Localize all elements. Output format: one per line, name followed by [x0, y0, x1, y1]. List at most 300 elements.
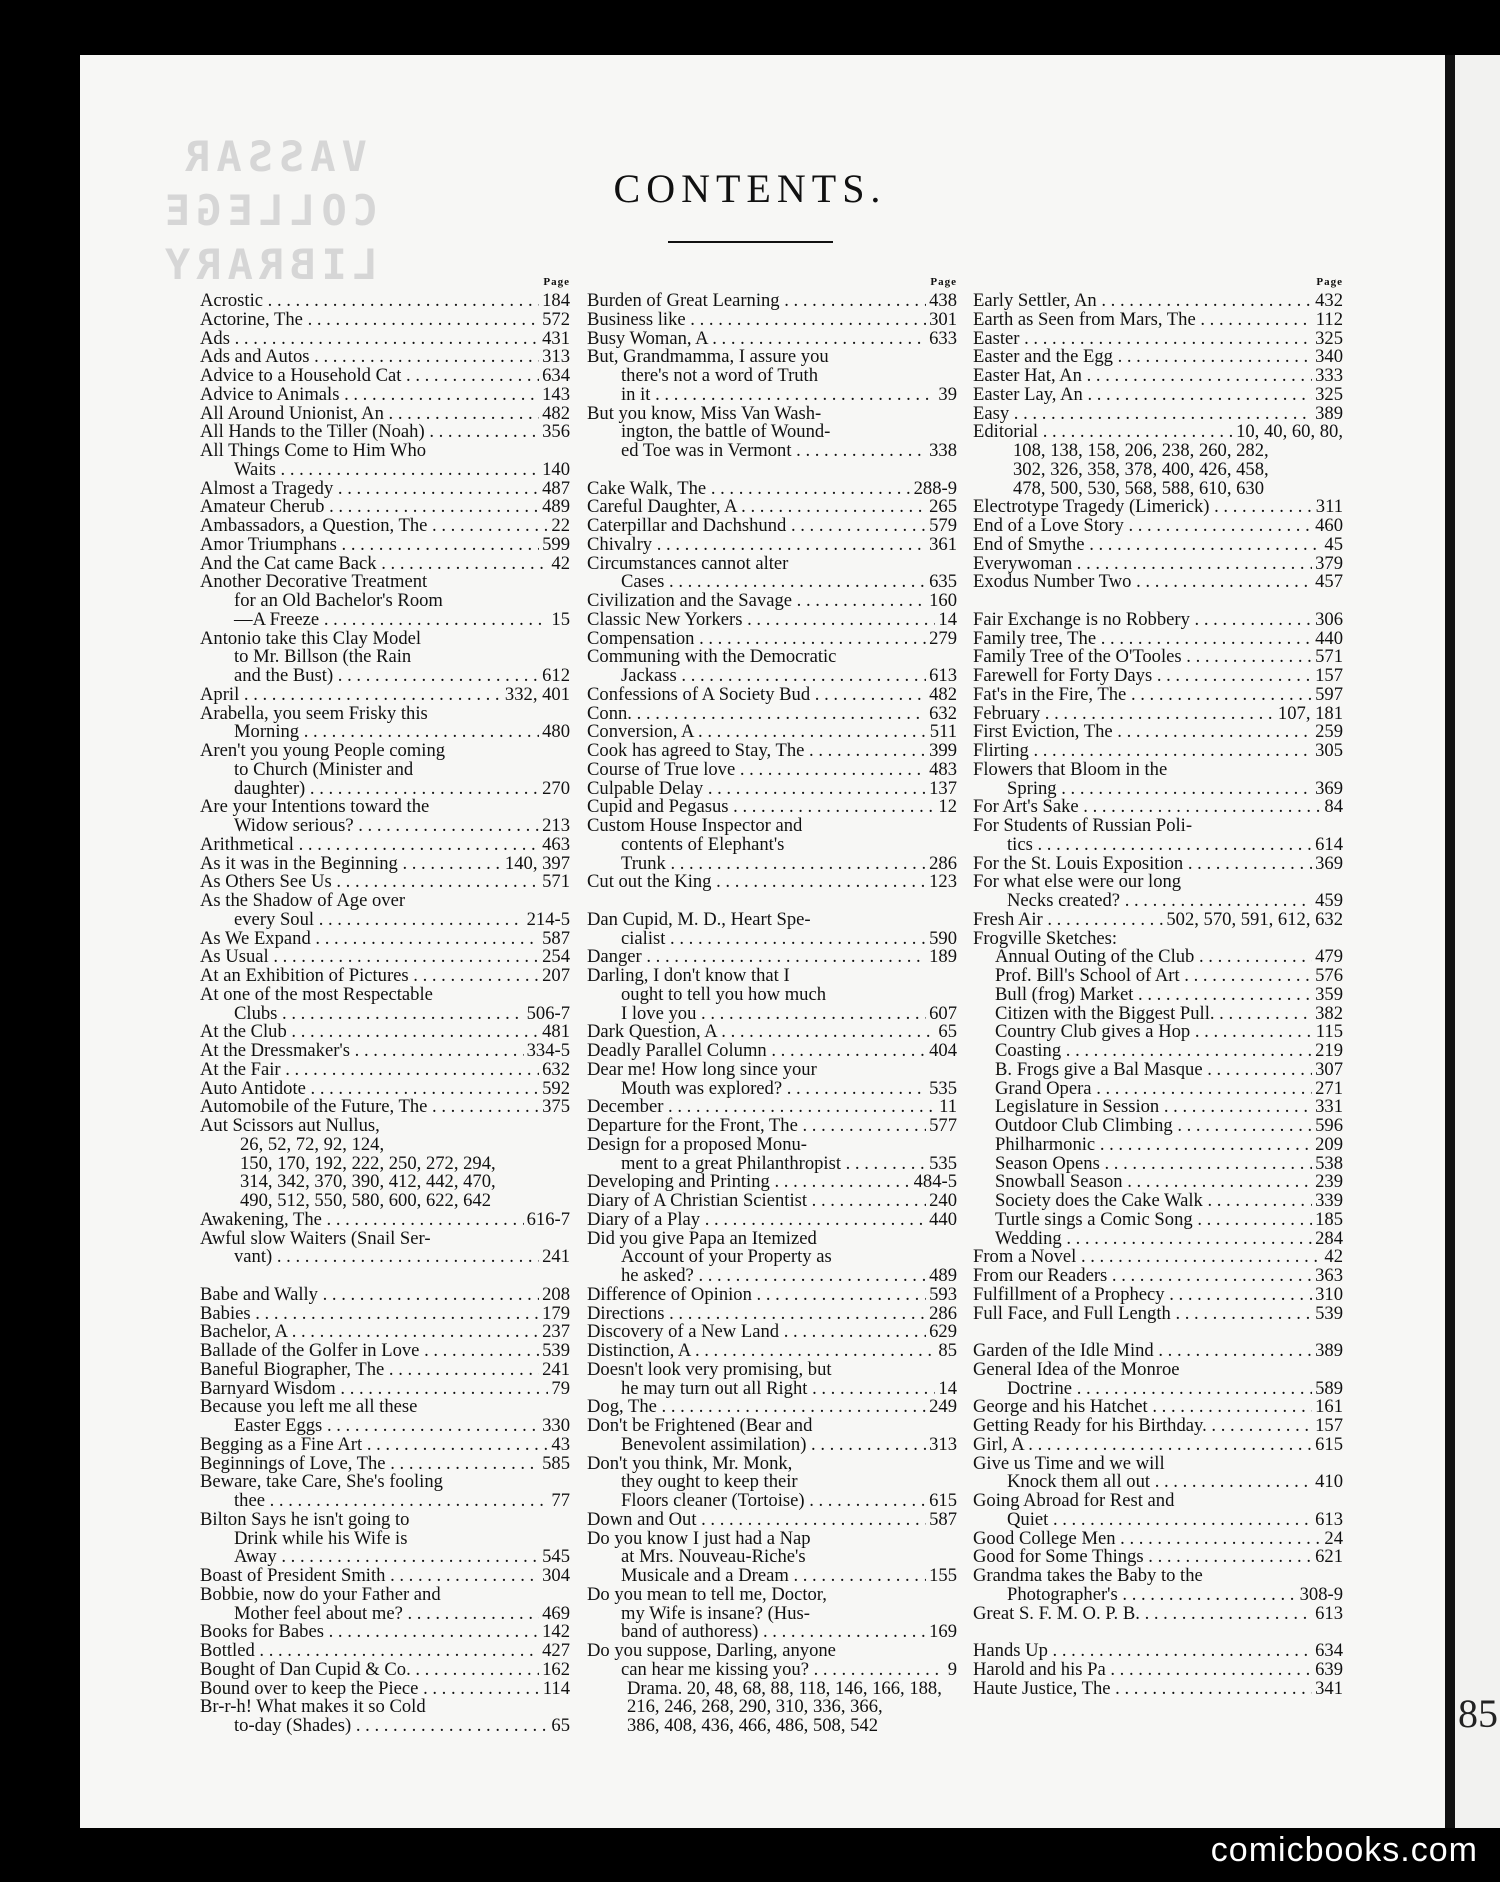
entry-title: Necks created? . . . — [973, 892, 1312, 911]
contents-entry — [587, 1342, 957, 1361]
entry-page-number: 288-9 — [913, 477, 957, 499]
entry-title: Antonio take this Clay Model — [200, 627, 422, 649]
entry-title: Do you mean to tell me, Doctor, — [587, 1583, 827, 1605]
contents-entry — [973, 683, 1343, 705]
entry-page-number: 155 — [929, 1565, 957, 1586]
entry-page-number: 440 — [1315, 627, 1343, 649]
entry-page-number: 369 — [1315, 852, 1343, 874]
entry-title: Dear me! How long since your — [587, 1058, 817, 1080]
contents-entry — [587, 1023, 957, 1042]
entry-page-number: 427 — [542, 1640, 570, 1661]
entry-title: Custom House Inspector and — [587, 815, 803, 836]
contents-entry — [973, 1283, 1343, 1305]
entry-title: Mouth was explored? . . . — [587, 1080, 926, 1099]
entry-title: Business like . . . — [587, 311, 926, 330]
contents-entry — [973, 1358, 1343, 1380]
contents-entry — [973, 348, 1343, 367]
entry-page-number: 241 — [542, 1358, 570, 1380]
entry-title: General Idea of the Monroe — [973, 1358, 1180, 1380]
entry-page-number: 85 — [938, 1340, 957, 1361]
entry-page-number: 375 — [542, 1096, 570, 1118]
contents-entry — [587, 927, 957, 949]
contents-entry — [973, 758, 1343, 780]
entry-title: Bobbie, now do your Father and — [200, 1583, 441, 1605]
entry-page-number: 241 — [542, 1246, 570, 1268]
contents-entry — [973, 1398, 1343, 1417]
entry-title: Grandma takes the Baby to the — [973, 1565, 1203, 1586]
contents-entry — [973, 892, 1343, 911]
entry-page-number: 484-5 — [913, 1171, 957, 1193]
contents-entry — [973, 458, 1343, 480]
contents-entry — [200, 1133, 570, 1155]
entry-title: Account of your Property as — [621, 1246, 832, 1268]
entry-title: April . . . — [200, 686, 502, 705]
entry-page-number: 363 — [1315, 1265, 1343, 1286]
entry-page-number: 389 — [1315, 1340, 1343, 1361]
contents-entry — [200, 1117, 570, 1136]
entry-page-number: 22 — [551, 515, 570, 536]
entry-title: Easter . . . — [973, 330, 1312, 349]
contents-entry — [200, 892, 570, 911]
contents-entry — [587, 1002, 957, 1024]
contents-entry — [973, 833, 1343, 855]
edge-fragment: 85 — [1458, 1691, 1498, 1736]
stamp-line: VASSAR — [179, 132, 367, 181]
contents-entry — [200, 442, 570, 461]
contents-entry — [973, 873, 1343, 892]
entry-page-number: 438 — [929, 290, 957, 311]
watermark: comicbooks.com — [1210, 1831, 1478, 1869]
entry-title: Snowball Season . . . — [995, 1173, 1312, 1192]
contents-entry — [973, 1058, 1343, 1080]
contents-entry — [200, 1192, 570, 1211]
entry-page-number: 457 — [1315, 571, 1343, 593]
contents-entry — [973, 627, 1343, 649]
stamp-line: LIBRARY — [158, 240, 378, 289]
entry-title: Automobile of the Future, The . . . — [200, 1098, 539, 1117]
entry-title: Give us Time and we will — [973, 1452, 1165, 1474]
contents-entry — [200, 817, 570, 836]
entry-page-number: 207 — [542, 965, 570, 986]
entry-page-number: 615 — [1315, 1433, 1343, 1455]
entry-title: But, Grandmamma, I assure you — [587, 346, 829, 368]
entry-page-number: 270 — [542, 777, 570, 799]
contents-entry — [973, 573, 1343, 592]
contents-entry — [973, 1042, 1343, 1061]
contents-entry — [200, 1042, 570, 1061]
contents-entry — [973, 777, 1343, 799]
entry-title: Diary of a Play . . . — [587, 1211, 926, 1230]
contents-entry — [200, 1623, 570, 1642]
entry-title: Garden of the Idle Mind . . . — [973, 1342, 1312, 1361]
entry-title: Family Tree of the O'Tooles . . . — [973, 648, 1312, 667]
entry-title: Haute Justice, The . . . — [973, 1680, 1312, 1699]
entry-title: Dan Cupid, M. D., Heart Spe- — [587, 908, 811, 930]
entry-page-number: 325 — [1315, 327, 1343, 349]
entry-title: Almost a Tragedy . . . — [200, 480, 539, 499]
entry-title: Aren't you young People coming — [200, 740, 446, 761]
entry-page-number: 585 — [542, 1452, 570, 1474]
contents-entry — [587, 1433, 957, 1455]
entry-title: Philharmonic . . . — [995, 1136, 1312, 1155]
entry-title: Caterpillar and Dachshund . . . — [587, 517, 926, 536]
entry-title: Mother feel about me? . . . — [200, 1605, 539, 1624]
contents-entry — [973, 1267, 1343, 1286]
contents-entry — [200, 1302, 570, 1324]
entry-title: Baneful Biographer, The . . . — [200, 1361, 539, 1380]
contents-entry — [587, 1133, 957, 1155]
entry-title: Coasting . . . — [995, 1042, 1312, 1061]
contents-entry — [973, 477, 1343, 499]
entry-page-number: 431 — [542, 327, 570, 349]
entry-title: Fat's in the Fire, The . . . — [973, 686, 1312, 705]
entry-page-number: 535 — [929, 1077, 957, 1099]
entry-title: End of Smythe . . . — [973, 536, 1321, 555]
entry-title: At the Club . . . — [200, 1023, 539, 1042]
entry-title: Ballade of the Golfer in Love . . . — [200, 1342, 539, 1361]
entry-page-number: 286 — [929, 1302, 957, 1324]
contents-entry — [587, 1717, 957, 1736]
contents-entry — [587, 1042, 957, 1061]
entry-title: Begging as a Fine Art . . . — [200, 1436, 548, 1455]
entry-title: Floors cleaner (Tortoise) . . . — [587, 1492, 926, 1511]
contents-entry — [200, 967, 570, 986]
entry-page-number: 279 — [929, 627, 957, 649]
entry-title: Easter Hat, An . . . — [973, 367, 1312, 386]
entry-title: Cut out the King . . . — [587, 873, 926, 892]
entry-page-number: 240 — [929, 1190, 957, 1211]
contents-entry — [973, 1023, 1343, 1042]
contents-entry — [973, 1642, 1343, 1661]
entry-title: 150, 170, 192, 222, 250, 272, 294, — [240, 1152, 496, 1174]
entry-title: thee . . . — [200, 1492, 548, 1511]
entry-title: Electrotype Tragedy (Limerick) . . . — [973, 498, 1313, 517]
entry-title: Arithmetical . . . — [200, 836, 539, 855]
entry-title: Danger . . . — [587, 948, 926, 967]
contents-entry — [587, 1548, 957, 1567]
entry-page-number: 361 — [929, 533, 957, 555]
entry-title: As We Expand . . . — [200, 930, 539, 949]
entry-title: Compensation . . . — [587, 630, 926, 649]
contents-entry — [200, 592, 570, 611]
entry-page-number: 616-7 — [526, 1208, 570, 1230]
entry-title: Bull (frog) Market . . . — [995, 986, 1312, 1005]
entry-page-number: 209 — [1315, 1133, 1343, 1155]
contents-entry — [200, 1227, 570, 1249]
entry-page-number: 331 — [1315, 1096, 1343, 1118]
entry-title: Beware, take Care, She's fooling — [200, 1471, 443, 1493]
entry-page-number: 11 — [939, 1096, 957, 1118]
contents-column-3 — [973, 272, 1343, 1698]
entry-title: Easter Eggs . . . — [200, 1417, 539, 1436]
contents-entry — [200, 308, 570, 330]
section-gap — [587, 461, 957, 480]
entry-title: Full Face, and Full Length . . . — [973, 1305, 1312, 1324]
entry-title: Boast of President Smith . . . — [200, 1567, 539, 1586]
contents-entry — [973, 967, 1343, 986]
page-column-header: Page — [543, 276, 570, 288]
entry-page-number: 137 — [929, 777, 957, 799]
entry-page-number: 140 — [542, 458, 570, 480]
contents-entry — [200, 327, 570, 349]
contents-entry — [587, 1602, 957, 1624]
entry-title: Easter and the Egg . . . — [973, 348, 1312, 367]
contents-entry — [200, 383, 570, 405]
entry-page-number: 480 — [542, 721, 570, 743]
entry-title: Did you give Papa an Itemized — [587, 1227, 817, 1249]
entry-page-number: 333 — [1315, 365, 1343, 386]
entry-page-number: 545 — [542, 1546, 570, 1568]
contents-column-1 — [200, 272, 570, 1736]
contents-entry — [200, 948, 570, 967]
entry-page-number: 614 — [1315, 833, 1343, 855]
entry-page-number: 597 — [1315, 683, 1343, 705]
entry-title: Grand Opera . . . — [995, 1080, 1312, 1099]
contents-entry — [200, 1567, 570, 1586]
contents-entry — [200, 1642, 570, 1661]
entry-title: band of authoress) . . . — [587, 1623, 926, 1642]
entry-title: Are your Intentions toward the — [200, 796, 430, 818]
entry-title: Conn. . . . — [587, 705, 926, 724]
entry-title: Drink while his Wife is — [234, 1527, 408, 1549]
entry-page-number: 157 — [1315, 1415, 1343, 1436]
contents-entry — [973, 327, 1343, 349]
contents-entry — [200, 348, 570, 367]
contents-entry — [200, 1658, 570, 1680]
contents-entry — [973, 1302, 1343, 1324]
entry-title: Advice to Animals . . . — [200, 386, 539, 405]
entry-title: can hear me kissing you? . . . — [587, 1661, 945, 1680]
contents-entry — [973, 742, 1343, 761]
entry-page-number: 112 — [1315, 308, 1343, 330]
entry-title: As the Shadow of Age over — [200, 890, 406, 911]
entry-page-number: 615 — [929, 1490, 957, 1511]
entry-page-number: 633 — [929, 327, 957, 349]
entry-page-number: 15 — [551, 608, 570, 630]
entry-title: Ambassadors, a Question, The . . . — [200, 517, 548, 536]
entry-title: every Soul . . . — [200, 911, 524, 930]
contents-entry — [973, 667, 1343, 686]
contents-entry — [587, 723, 957, 742]
entry-title: Bound over to keep the Piece . . . — [200, 1680, 540, 1699]
entry-page-number: 587 — [542, 927, 570, 949]
entry-page-number: 325 — [1315, 383, 1343, 405]
entry-title: Beginnings of Love, The . . . — [200, 1455, 539, 1474]
entry-page-number: 359 — [1315, 983, 1343, 1005]
contents-entry — [973, 983, 1343, 1005]
entry-page-number: 639 — [1315, 1658, 1343, 1680]
entry-page-number: 334-5 — [526, 1040, 570, 1061]
contents-entry — [973, 533, 1343, 555]
entry-page-number: 382 — [1315, 1002, 1343, 1024]
entry-title: Earth as Seen from Mars, The . . . — [973, 311, 1313, 330]
entry-title: Jackass . . . — [587, 667, 926, 686]
entry-title: ought to tell you how much — [621, 983, 827, 1005]
entry-title: Diary of A Christian Scientist . . . — [587, 1192, 926, 1211]
contents-entry — [587, 533, 957, 555]
entry-title: All Things Come to Him Who — [200, 440, 427, 461]
contents-entry — [587, 1267, 957, 1286]
contents-entry — [200, 667, 570, 686]
entry-page-number: 539 — [542, 1340, 570, 1361]
contents-entry — [200, 648, 570, 667]
entry-page-number: 330 — [542, 1415, 570, 1436]
contents-entry — [200, 1248, 570, 1267]
entry-title: Babies . . . — [200, 1305, 539, 1324]
entry-title: Farewell for Forty Days . . . — [973, 667, 1312, 686]
contents-entry — [973, 1117, 1343, 1136]
contents-entry — [587, 1473, 957, 1492]
contents-entry — [587, 1208, 957, 1230]
contents-entry — [200, 458, 570, 480]
contents-entry — [973, 367, 1343, 386]
contents-entry — [200, 742, 570, 761]
contents-entry — [200, 702, 570, 724]
entry-title: Actorine, The . . . — [200, 311, 539, 330]
contents-entry — [200, 1398, 570, 1417]
contents-entry — [973, 1433, 1343, 1455]
contents-entry — [587, 477, 957, 499]
contents-entry — [973, 723, 1343, 742]
entry-title: Awakening, The . . . — [200, 1211, 524, 1230]
entry-title: Amateur Cherub . . . — [200, 498, 539, 517]
entry-title: Careful Daughter, A . . . — [587, 498, 926, 517]
entry-page-number: 184 — [542, 290, 570, 311]
entry-title: At the Dressmaker's . . . — [200, 1042, 524, 1061]
entry-title: February . . . — [973, 705, 1275, 724]
entry-title: Good College Men . . . — [973, 1530, 1321, 1549]
contents-entry — [587, 852, 957, 874]
entry-page-number: 214-5 — [526, 908, 570, 930]
entry-page-number: 635 — [929, 571, 957, 593]
entry-title: From our Readers . . . — [973, 1267, 1312, 1286]
entry-title: ed Toe was in Vermont . . . — [587, 442, 926, 461]
entry-title: Fulfillment of a Prophecy . . . — [973, 1286, 1312, 1305]
entry-title: Widow serious? . . . — [200, 817, 539, 836]
entry-page-number: 14 — [938, 608, 957, 630]
contents-entry — [973, 1133, 1343, 1155]
entry-title: Flowers that Bloom in the — [973, 758, 1168, 780]
entry-page-number: 341 — [1315, 1677, 1343, 1699]
entry-title: Babe and Wally . . . — [200, 1286, 539, 1305]
entry-page-number: 259 — [1315, 721, 1343, 743]
entry-title: Confessions of A Society Bud . . . — [587, 686, 926, 705]
contents-entry — [200, 1417, 570, 1436]
contents-entry — [973, 1077, 1343, 1099]
entry-title: Cupid and Pegasus . . . — [587, 798, 935, 817]
contents-entry — [973, 1208, 1343, 1230]
entry-title: contents of Elephant's — [621, 833, 785, 855]
contents-entry — [973, 1152, 1343, 1174]
entry-page-number: 313 — [542, 346, 570, 368]
entry-title: Don't you think, Mr. Monk, — [587, 1452, 793, 1474]
contents-entry — [200, 498, 570, 517]
entry-title: Dog, The . . . — [587, 1398, 926, 1417]
entry-page-number: 577 — [929, 1115, 957, 1136]
entry-title: Darling, I don't know that I — [587, 965, 790, 986]
entry-title: Editorial . . . — [973, 423, 1233, 442]
entry-page-number: 340 — [1315, 346, 1343, 368]
entry-title: End of a Love Story . . . — [973, 517, 1312, 536]
contents-entry — [587, 442, 957, 461]
entry-page-number: 389 — [1315, 402, 1343, 424]
contents-entry — [587, 1077, 957, 1099]
entry-title: Departure for the Front, The . . . — [587, 1117, 926, 1136]
contents-entry — [973, 1098, 1343, 1117]
entry-title: for an Old Bachelor's Room — [234, 590, 443, 611]
contents-entry — [587, 1642, 957, 1661]
entry-page-number: 107, 181 — [1277, 702, 1343, 724]
contents-entry — [587, 817, 957, 836]
entry-title: December . . . — [587, 1098, 936, 1117]
entry-title: Don't be Frightened (Bear and — [587, 1415, 813, 1436]
entry-title: 386, 408, 436, 466, 486, 508, 542 — [627, 1715, 879, 1736]
entry-title: Photographer's . . . — [973, 1586, 1297, 1605]
entry-page-number: 219 — [1315, 1040, 1343, 1061]
entry-title: —A Freeze . . . — [200, 611, 548, 630]
entry-title: Design for a proposed Monu- — [587, 1133, 807, 1155]
entry-title: Spring . . . — [973, 780, 1312, 799]
contents-entry — [200, 1077, 570, 1099]
entry-title: Because you left me all these — [200, 1396, 418, 1418]
entry-title: my Wife is insane? (Hus- — [621, 1602, 810, 1624]
entry-title: Bottled . . . — [200, 1642, 539, 1661]
contents-entry — [973, 1508, 1343, 1530]
page-title: CONTENTS. — [613, 166, 887, 211]
contents-entry — [973, 1527, 1343, 1549]
entry-title: Getting Ready for his Birthday. . . . — [973, 1417, 1312, 1436]
entry-page-number: 14 — [938, 1377, 957, 1399]
contents-entry — [587, 1658, 957, 1680]
contents-entry — [200, 402, 570, 424]
contents-entry — [587, 1358, 957, 1380]
contents-entry — [587, 573, 957, 592]
entry-page-number: 185 — [1315, 1208, 1343, 1230]
contents-entry — [973, 1658, 1343, 1680]
contents-entry — [587, 423, 957, 442]
entry-title: Advice to a Household Cat . . . — [200, 367, 539, 386]
entry-title: As Usual . . . — [200, 948, 539, 967]
entry-page-number: 487 — [542, 477, 570, 499]
contents-entry — [200, 1717, 570, 1736]
entry-title: As it was in the Beginning . . . — [200, 855, 502, 874]
entry-page-number: 432 — [1315, 290, 1343, 311]
entry-page-number: 634 — [542, 365, 570, 386]
entry-title: Waits . . . — [200, 461, 539, 480]
contents-entry — [200, 1508, 570, 1530]
contents-entry — [200, 292, 570, 311]
entry-title: Ads . . . — [200, 330, 539, 349]
contents-entry — [973, 608, 1343, 630]
entry-page-number: 313 — [929, 1433, 957, 1455]
entry-page-number: 42 — [1324, 1246, 1343, 1268]
contents-entry — [587, 873, 957, 892]
page-column-header: Page — [930, 276, 957, 288]
contents-entry — [200, 1433, 570, 1455]
contents-entry — [973, 1677, 1343, 1699]
entry-page-number: 369 — [1315, 777, 1343, 799]
contents-entry — [587, 967, 957, 986]
contents-entry — [973, 1452, 1343, 1474]
entry-title: Exodus Number Two . . . — [973, 573, 1312, 592]
entry-title: Cake Walk, The . . . — [587, 480, 911, 499]
contents-entry — [200, 517, 570, 536]
entry-title: Amor Triumphans . . . — [200, 536, 539, 555]
entry-title: Frogville Sketches: — [973, 927, 1118, 949]
entry-title: Auto Antidote . . . — [200, 1080, 539, 1099]
entry-page-number: 311 — [1315, 496, 1343, 518]
entry-page-number: 469 — [542, 1602, 570, 1624]
